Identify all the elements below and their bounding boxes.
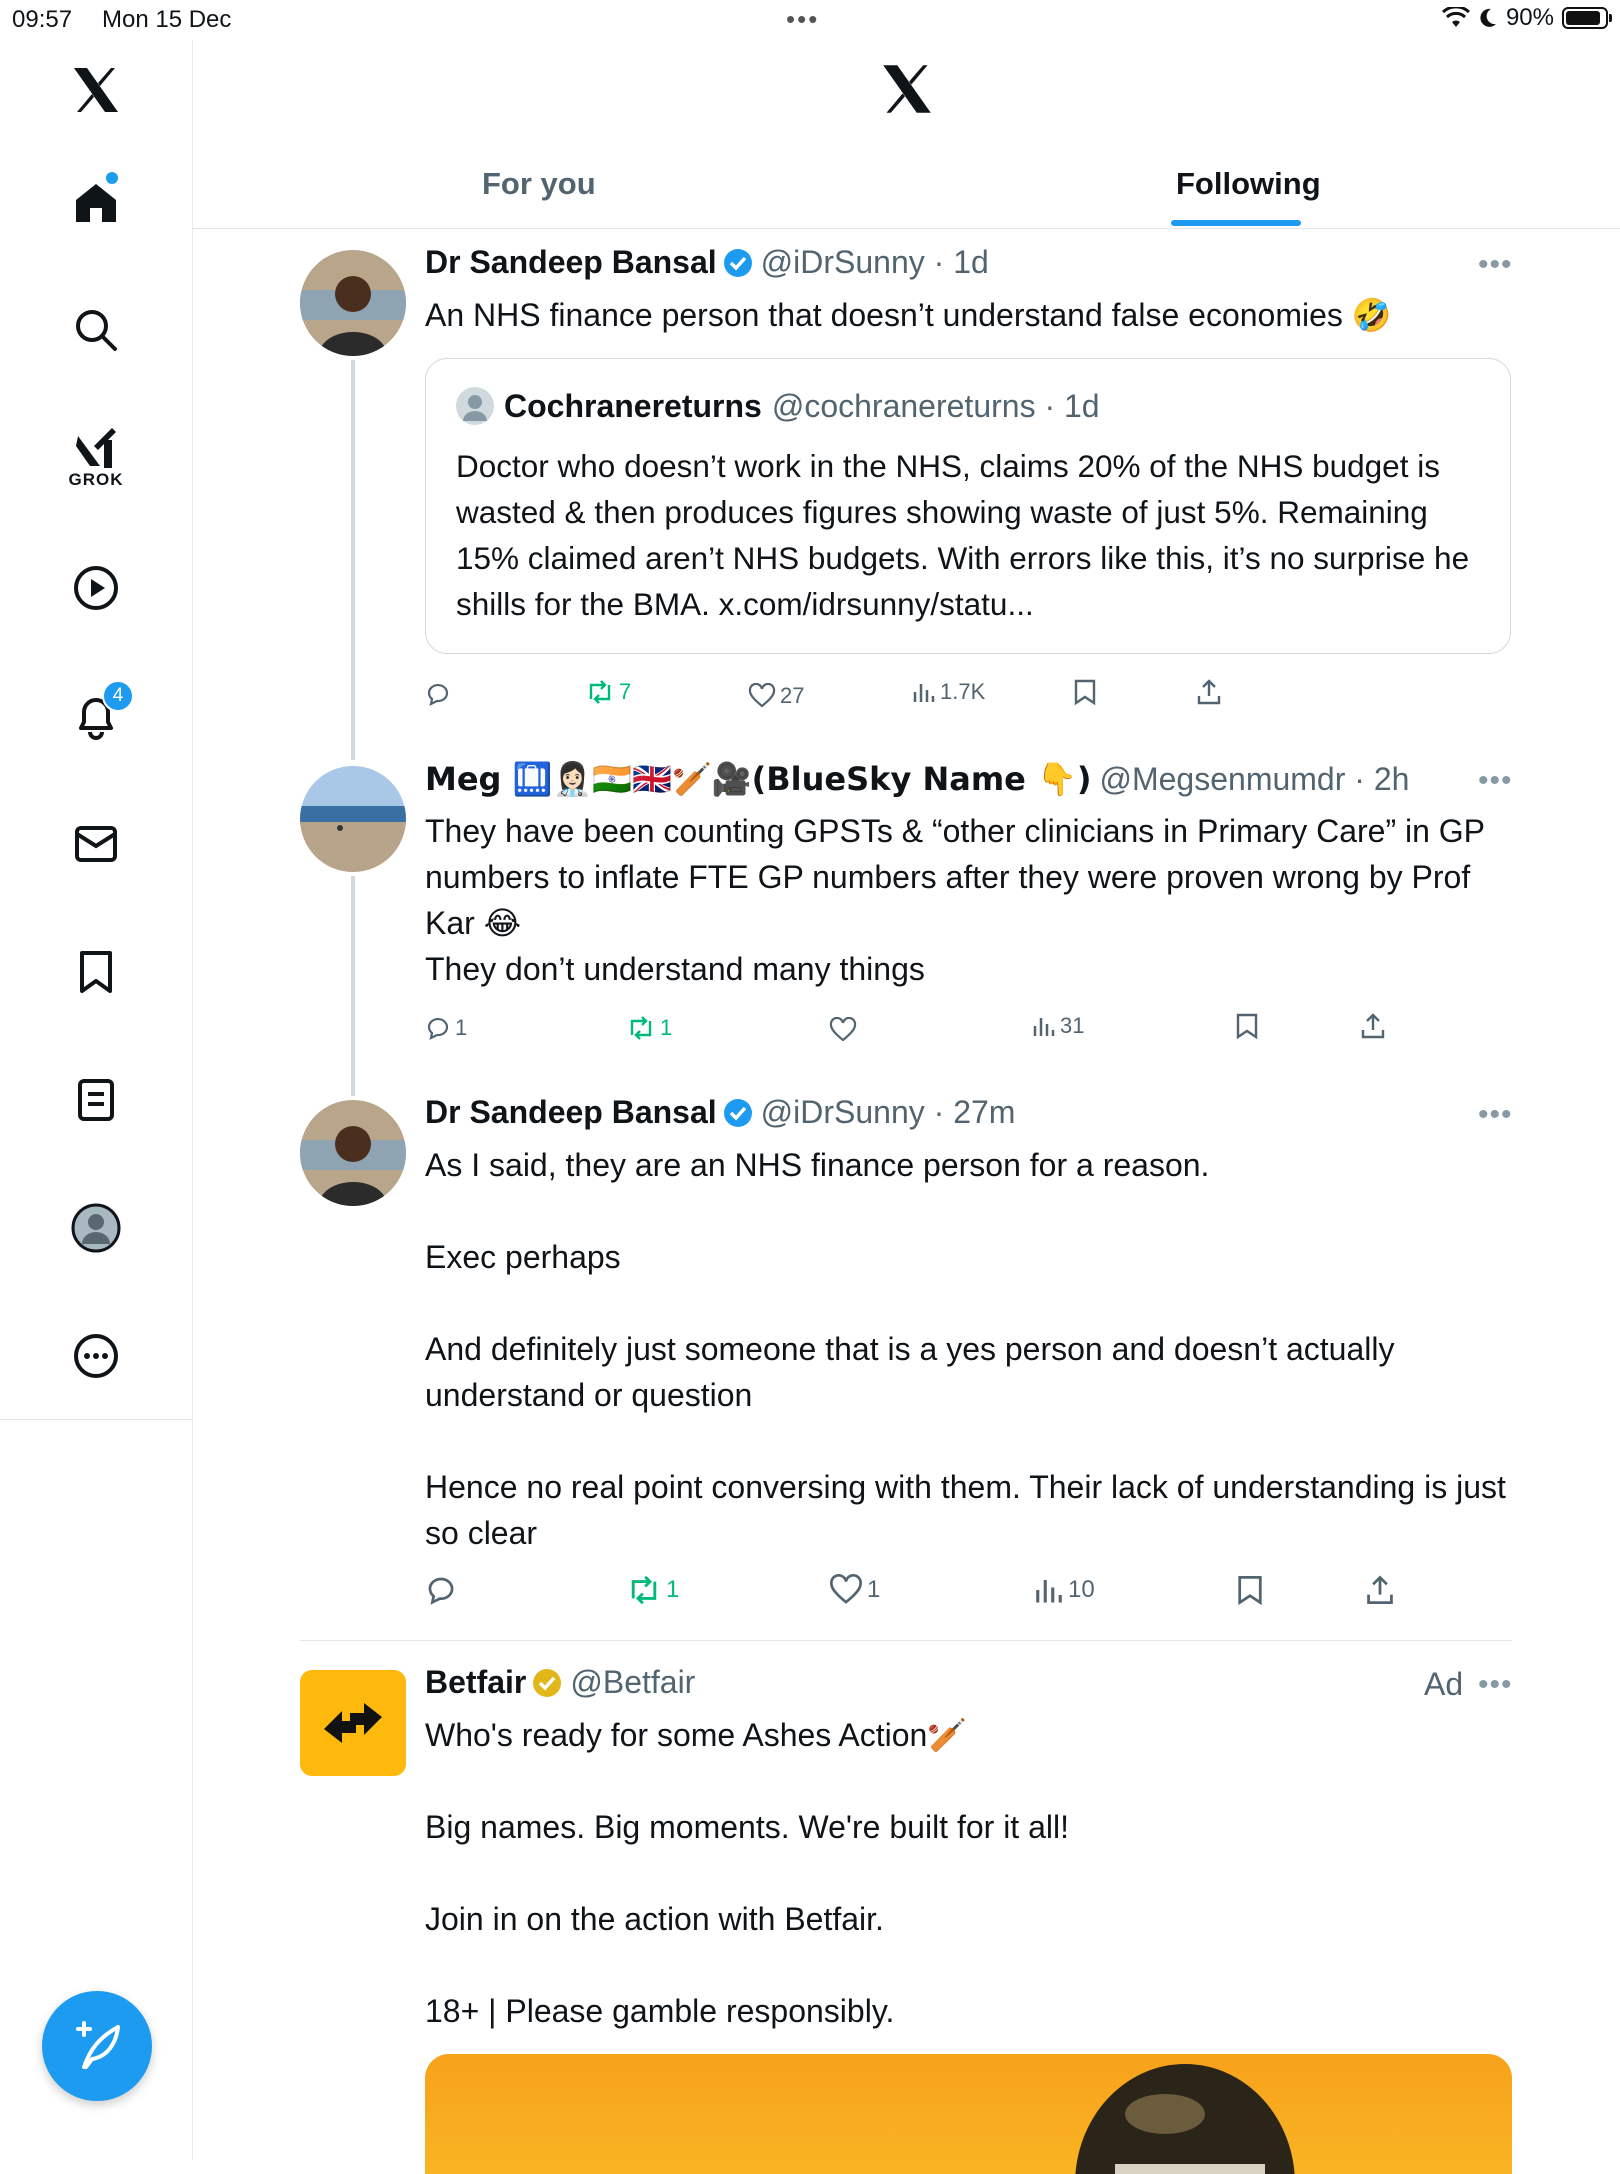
heart-icon: [829, 1574, 863, 1606]
home-badge-dot: [106, 172, 118, 184]
battery-percent: 90%: [1505, 4, 1554, 31]
tweet-divider: [300, 1640, 1512, 1641]
tweet-time[interactable]: 2h: [1373, 760, 1410, 797]
repost-count: 1: [666, 1576, 680, 1603]
repost-count: 1: [660, 1015, 673, 1040]
reply-button[interactable]: [425, 1012, 467, 1044]
tweet-text: An NHS finance person that doesn’t understand false economies 🤣: [425, 297, 1392, 333]
verified-badge-icon: [723, 1098, 753, 1128]
reply-icon: [425, 681, 451, 707]
repost-button[interactable]: [585, 676, 631, 708]
search-icon[interactable]: [56, 290, 136, 370]
home-icon[interactable]: [56, 162, 136, 242]
quote-author-name: Cochranereturns: [504, 387, 762, 424]
quote-time: 1d: [1064, 387, 1100, 424]
status-right: [1442, 4, 1608, 32]
x-logo-icon[interactable]: [56, 50, 136, 130]
profile-icon[interactable]: [56, 1188, 136, 1268]
author-handle[interactable]: @iDrSunny: [760, 244, 925, 280]
share-icon: [1196, 678, 1222, 706]
avatar[interactable]: [300, 1100, 406, 1206]
ad-media-image[interactable]: [425, 2054, 1512, 2174]
gold-verified-badge-icon: [532, 1668, 562, 1698]
author-name[interactable]: Meg 🛄👩🏻‍⚕️🇮🇳🇬🇧🏏🎥(BlueSky Name 👇): [425, 760, 1092, 798]
header-x-logo-icon[interactable]: [880, 62, 934, 121]
repost-button[interactable]: [626, 1574, 679, 1606]
quote-author-handle: @cochranereturns: [771, 387, 1036, 424]
heart-icon: [829, 1017, 857, 1043]
share-icon: [1365, 1574, 1395, 1606]
bookmark-button[interactable]: [1073, 676, 1097, 708]
bookmark-icon: [1235, 1012, 1259, 1040]
tweet-text: As I said, they are an NHS finance person for a reason. Exec perhaps And definitely just someone that is a yes person and doesn’t actually understand or question Hence no real point conversing with them. Their lack of understanding is just so clear: [425, 1147, 1506, 1551]
quote-tweet[interactable]: [425, 358, 1511, 654]
like-count: 27: [780, 683, 805, 708]
bookmark-icon: [1073, 678, 1097, 706]
grok-label: GROK: [68, 470, 124, 489]
status-time: 09:57: [12, 6, 73, 33]
more-options-icon[interactable]: •••: [1478, 248, 1513, 281]
bookmark-icon[interactable]: [56, 932, 136, 1012]
share-button[interactable]: [1196, 676, 1222, 708]
repost-icon: [585, 679, 615, 705]
reply-button[interactable]: [425, 678, 455, 710]
tweet-header: [425, 760, 1409, 798]
multitask-dots-icon[interactable]: •••: [786, 4, 820, 34]
more-icon[interactable]: [56, 1316, 136, 1396]
mail-icon[interactable]: [56, 804, 136, 884]
notifications-badge: 4: [102, 680, 134, 712]
views-icon: [1034, 1575, 1064, 1605]
author-name[interactable]: Dr Sandeep Bansal: [425, 244, 717, 280]
views-count: 10: [1068, 1576, 1095, 1603]
share-button[interactable]: [1365, 1574, 1395, 1606]
meta-separator: ·: [924, 244, 954, 280]
avatar[interactable]: [300, 250, 406, 356]
grok-icon[interactable]: [56, 418, 136, 498]
views-button[interactable]: [912, 676, 985, 708]
tweet-header: [425, 244, 989, 281]
status-date: Mon 15 Dec: [102, 6, 232, 33]
more-options-icon[interactable]: •••: [1478, 1668, 1513, 1701]
tweet-time[interactable]: 27m: [953, 1094, 1016, 1130]
ad-label: Ad: [1424, 1666, 1464, 1702]
thread-line: [351, 876, 355, 1096]
meta-separator: ·: [924, 1094, 954, 1130]
views-icon: [1032, 1014, 1056, 1038]
thread-line: [351, 360, 355, 760]
reply-icon: [425, 1015, 451, 1041]
tab-following[interactable]: Following: [1176, 166, 1321, 201]
compose-icon: [70, 2019, 124, 2073]
sidebar-divider: [0, 1419, 192, 1420]
views-button[interactable]: [1032, 1010, 1084, 1042]
bookmark-icon: [1236, 1574, 1264, 1606]
avatar[interactable]: [300, 766, 406, 872]
share-icon: [1360, 1012, 1386, 1040]
repost-count: 7: [619, 679, 632, 704]
like-button[interactable]: [829, 1574, 880, 1606]
tweet-header: [425, 1664, 695, 1701]
more-options-icon[interactable]: •••: [1478, 1098, 1513, 1131]
author-handle[interactable]: @Betfair: [570, 1664, 696, 1700]
timeline-tabs: [193, 150, 1620, 229]
quote-header: [456, 387, 1100, 425]
repost-icon: [626, 1574, 662, 1606]
status-bar: [0, 0, 1620, 40]
list-icon[interactable]: [56, 1060, 136, 1140]
tab-active-indicator: [1171, 220, 1301, 226]
reply-icon: [425, 1574, 457, 1606]
views-count: 31: [1060, 1013, 1085, 1038]
bookmark-button[interactable]: [1236, 1574, 1264, 1606]
video-icon[interactable]: [56, 548, 136, 628]
tab-for-you[interactable]: For you: [482, 166, 596, 201]
wifi-icon: [1442, 7, 1470, 29]
like-button[interactable]: [748, 680, 804, 712]
heart-icon: [748, 683, 776, 709]
meta-separator: ·: [1345, 760, 1374, 797]
tweet-header: [425, 1094, 1015, 1131]
share-button[interactable]: [1360, 1010, 1386, 1042]
repost-button[interactable]: [626, 1012, 672, 1044]
verified-badge-icon: [723, 248, 753, 278]
bookmark-button[interactable]: [1235, 1010, 1259, 1042]
betfair-logo-icon[interactable]: [300, 1670, 406, 1776]
bell-icon[interactable]: [56, 676, 136, 756]
battery-icon: [1562, 7, 1608, 29]
meta-separator: ·: [1035, 387, 1064, 424]
views-icon: [912, 680, 936, 704]
quote-avatar-icon: [456, 387, 494, 425]
reply-button[interactable]: [425, 1574, 461, 1606]
author-handle[interactable]: @Megsenmumdr: [1099, 760, 1346, 797]
tweet-text: They have been counting GPSTs & “other clinicians in Primary Care” in GP numbers to inflate FTE GP numbers after they were proven wrong by Prof Kar 😂 They don’t understand many things: [425, 813, 1485, 987]
quote-text: Doctor who doesn’t work in the NHS, claims 20% of the NHS budget is wasted & then produces figures showing waste of just 5%. Remaining 15% claimed aren’t NHS budgets. With errors like this, it’s no surprise he shills for the BMA. x.com/idrsunny/statu...: [456, 448, 1470, 622]
views-button[interactable]: [1034, 1574, 1095, 1606]
author-handle[interactable]: @iDrSunny: [760, 1094, 925, 1130]
like-count: 1: [867, 1576, 881, 1603]
like-button[interactable]: [829, 1014, 861, 1046]
tweet-text: Who's ready for some Ashes Action🏏 Big names. Big moments. We're built for it all! Join in on the action with Betfair. 18+ | Please gamble responsibly.: [425, 1717, 1069, 2029]
compose-button[interactable]: [42, 1991, 152, 2101]
moon-icon: [1478, 7, 1498, 29]
author-name[interactable]: Betfair: [425, 1664, 527, 1700]
reply-count: 1: [455, 1015, 468, 1040]
author-name[interactable]: Dr Sandeep Bansal: [425, 1094, 717, 1130]
tweet-time[interactable]: 1d: [953, 244, 989, 280]
views-count: 1.7K: [940, 679, 986, 704]
repost-icon: [626, 1015, 656, 1041]
more-options-icon[interactable]: •••: [1478, 764, 1513, 797]
